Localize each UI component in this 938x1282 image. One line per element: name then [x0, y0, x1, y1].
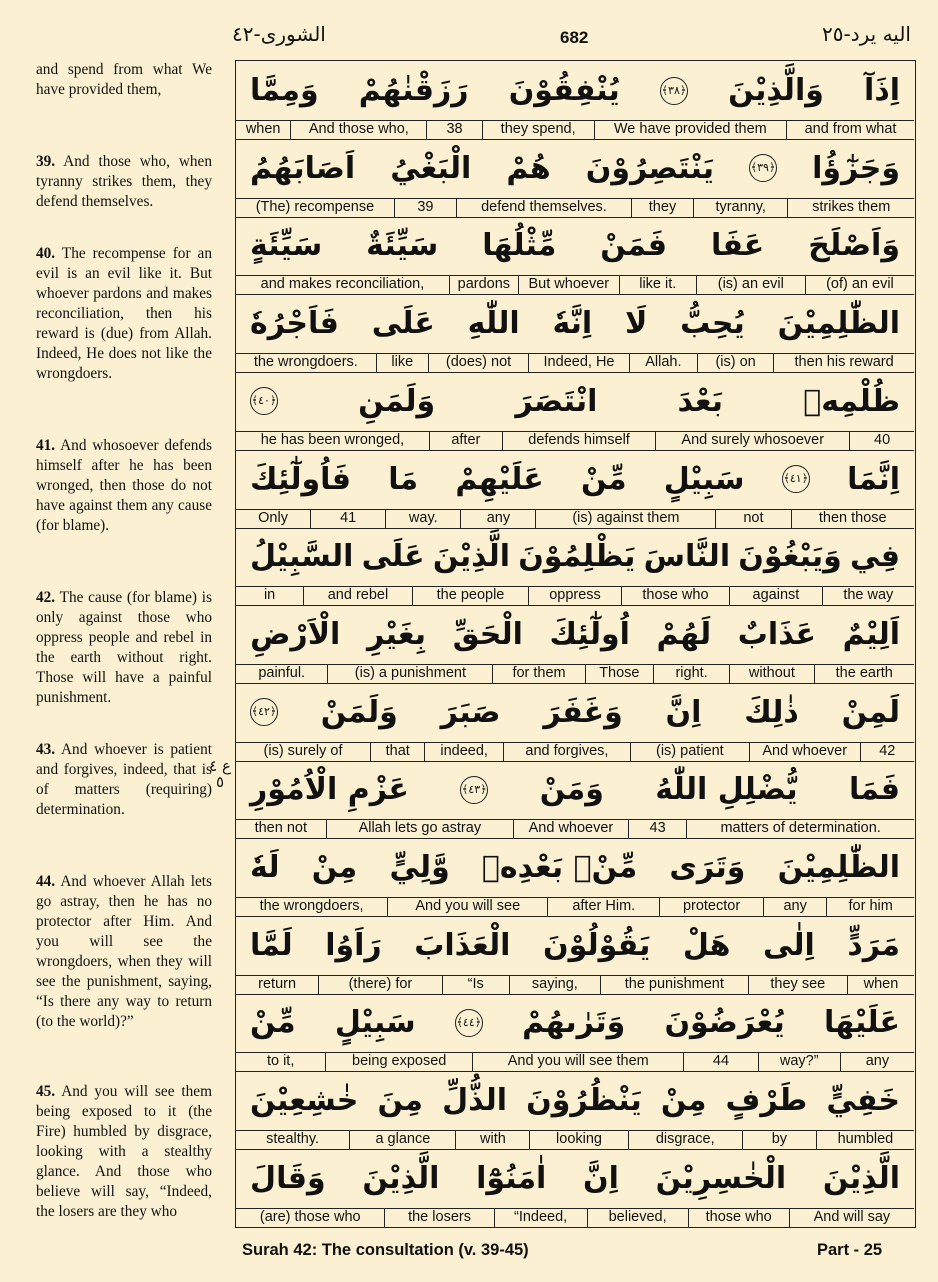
page-number: 682: [560, 28, 589, 47]
arabic-line: [236, 760, 914, 819]
arabic-word: طَرْفٍ: [725, 1083, 808, 1119]
english-line: [236, 1208, 914, 1227]
commentary-text: And those who, when tyranny strikes them, they defend themselves.: [36, 153, 212, 210]
ayah-marker: ﴿٤٤﴾: [455, 1009, 483, 1037]
arabic-line: [236, 527, 914, 586]
arabic-word: الَّذِيْنَ: [432, 539, 510, 575]
english-line: [236, 120, 914, 139]
english-gloss: then his reward: [773, 354, 914, 372]
arabic-word: وَجَزٰٓؤُا: [812, 150, 900, 186]
verse-row: [236, 216, 914, 295]
english-gloss: the way: [822, 587, 914, 605]
english-gloss: and forgives,: [503, 743, 630, 761]
english-line: [236, 1052, 914, 1071]
english-line: [236, 586, 914, 605]
arabic-word: عَلَى: [371, 306, 435, 342]
english-gloss: 40: [849, 432, 914, 450]
english-gloss: then not: [254, 820, 307, 837]
english-gloss: against: [729, 587, 821, 605]
arabic-word: هُمْ: [506, 150, 551, 186]
english-line: [236, 431, 914, 450]
english-gloss: And you will see: [387, 898, 547, 916]
arabic-word: لَمَّا: [250, 927, 293, 963]
arabic-word: فَمَا: [848, 772, 900, 808]
english-gloss: way?”: [758, 1053, 840, 1071]
english-gloss: And you will see them: [472, 1053, 683, 1071]
arabic-word: لَا: [625, 306, 648, 342]
arabic-word: خَفِيٍّ: [826, 1083, 900, 1119]
verse-row: [236, 1149, 914, 1228]
arabic-word: لَهٗ: [250, 850, 280, 885]
arabic-word: اِنَّ: [583, 1160, 619, 1196]
english-gloss: any: [763, 898, 826, 916]
english-gloss: any: [840, 1053, 914, 1071]
arabic-word: عَذَابٌ: [737, 616, 817, 652]
arabic-line: [236, 838, 914, 897]
english-gloss: 39: [394, 199, 456, 217]
arabic-word: وَغَفَرَ: [543, 694, 623, 730]
arabic-word: الذُّلِّ: [442, 1083, 508, 1119]
commentary-text: And whoever Allah lets go astray, then he has no protector after Him. And you will see the wrongdoers, when they will see the punishment, saying, “Is there any way to return (to the world)?”: [36, 873, 212, 1030]
arabic-word: مِّثْلُهَا: [482, 228, 557, 264]
english-gloss: But whoever: [518, 276, 619, 294]
arabic-word: وَمِمَّا: [250, 73, 319, 108]
arabic-word: رَاَوُا: [325, 927, 382, 963]
arabic-word: يُنْفِقُوْنَ: [508, 73, 620, 108]
english-gloss: looking: [529, 1131, 627, 1149]
english-gloss: oppress: [528, 587, 620, 605]
english-gloss: And those who,: [290, 121, 426, 139]
verse-row: [236, 61, 914, 140]
arabic-word: يَنْتَصِرُوْنَ: [585, 150, 714, 186]
commentary-text: And whoever is patient and forgives, indeed, that is of matters (requiring) determination.: [36, 741, 212, 818]
arabic-word: الْخٰسِرِيْنَ: [655, 1160, 787, 1196]
english-gloss: the earth: [814, 665, 914, 683]
verse-row: [236, 838, 914, 917]
header-part-arabic: اليه يرد-٢٥: [822, 22, 911, 46]
verse-number: 39.: [36, 153, 56, 170]
english-gloss: “Indeed,: [494, 1209, 587, 1227]
english-gloss: 41: [310, 510, 385, 528]
english-gloss: a glance: [349, 1131, 455, 1149]
english-gloss: strikes them: [787, 199, 914, 217]
arabic-word: ذٰلِكَ: [744, 694, 799, 730]
arabic-word: وَتَرٰىهُمْ: [522, 1005, 626, 1041]
english-gloss: pardons: [449, 276, 518, 294]
arabic-word: الَّذِيْنَ: [822, 1160, 900, 1196]
english-gloss: humbled: [816, 1131, 914, 1149]
english-gloss: like: [376, 354, 428, 372]
arabic-word: بَعْدَ: [677, 383, 724, 419]
verse-row: [236, 527, 914, 606]
english-gloss: in: [263, 587, 276, 604]
arabic-line: [236, 216, 914, 275]
arabic-word: يَنْظُرُوْنَ: [526, 1083, 642, 1119]
arabic-line: [236, 605, 914, 664]
english-gloss: (is) surely of: [263, 742, 343, 759]
english-gloss: And surely whosoever: [655, 432, 849, 450]
arabic-line: [236, 61, 914, 120]
english-gloss: Indeed, He: [528, 354, 628, 372]
commentary-paragraph: [36, 244, 212, 384]
commentary-paragraph: [36, 152, 212, 212]
arabic-word: يُعْرَضُوْنَ: [664, 1005, 785, 1041]
ayah-marker: ﴿٤٣﴾: [460, 776, 488, 804]
english-gloss: (is) a punishment: [327, 665, 492, 683]
english-gloss: “Is: [442, 976, 509, 994]
arabic-word: اَلِيْمٌ: [842, 616, 900, 652]
english-gloss: (The) recompense: [255, 198, 375, 215]
arabic-word: اِذَآ: [864, 73, 900, 108]
english-gloss: believed,: [587, 1209, 688, 1227]
arabic-word: الْعَذَابَ: [414, 927, 511, 963]
arabic-word: يَظْلِمُوْنَ: [518, 539, 636, 575]
arabic-word: السَّبِيْلُ: [250, 539, 354, 575]
arabic-word: عَزْمِ الْاُمُوْرِ: [250, 772, 409, 808]
english-line: [236, 819, 914, 838]
arabic-word: اِنَّمَا: [847, 461, 900, 497]
english-gloss: 38: [426, 121, 481, 139]
english-gloss: the wrongdoers.: [253, 354, 358, 371]
arabic-line: [236, 294, 914, 353]
arabic-word: الظّٰلِمِيْنَ: [777, 850, 900, 885]
arabic-word: عَفَا: [710, 228, 765, 264]
english-gloss: and makes reconciliation,: [260, 276, 425, 293]
english-gloss: (is) patient: [630, 743, 749, 761]
english-gloss: those who: [621, 587, 730, 605]
arabic-line: [236, 683, 914, 742]
english-gloss: when: [847, 976, 914, 994]
arabic-word: مِنَ: [377, 1083, 424, 1119]
commentary-paragraph: [36, 872, 212, 1032]
arabic-word: مَا: [388, 461, 419, 497]
commentary-text: And whosoever defends himself after he has been wronged, then those do not have against them any cause (for blame).: [36, 437, 212, 534]
english-gloss: Those: [585, 665, 653, 683]
verse-row: [236, 605, 914, 684]
verse-row: [236, 683, 914, 762]
arabic-word: النَّاسَ: [643, 539, 731, 575]
arabic-word: عَلَى: [361, 539, 425, 575]
arabic-word: وَقَالَ: [250, 1160, 326, 1196]
english-gloss: And whoever: [749, 743, 860, 761]
verse-number: 43.: [36, 741, 56, 758]
arabic-word: فَمَنْ: [600, 228, 668, 264]
arabic-word: اللّٰهِ: [467, 306, 520, 342]
commentary-paragraph: [36, 60, 212, 100]
footer-part: Part - 25: [817, 1241, 883, 1259]
arabic-word: مِنْ: [311, 850, 358, 885]
arabic-word: لَهُمْ: [656, 616, 712, 652]
english-gloss: with: [455, 1131, 529, 1149]
english-gloss: they: [631, 199, 693, 217]
english-gloss: right.: [653, 665, 729, 683]
english-gloss: and rebel: [303, 587, 412, 605]
english-gloss: after Him.: [547, 898, 659, 916]
arabic-word: يُحِبُّ: [680, 306, 745, 342]
arabic-word: سَبِيْلٍ: [334, 1005, 416, 1041]
english-gloss: those who: [688, 1209, 789, 1227]
english-gloss: Only: [258, 509, 288, 526]
english-gloss: disgrace,: [628, 1131, 742, 1149]
arabic-word: هَلْ: [682, 927, 731, 963]
arabic-word: فَاَجْرُهٗ: [250, 306, 339, 342]
english-line: [236, 353, 914, 372]
arabic-word: الظّٰلِمِيْنَ: [777, 306, 900, 342]
verse-number: 41.: [36, 437, 56, 454]
english-gloss: (of) an evil: [805, 276, 914, 294]
english-gloss: return: [258, 975, 297, 992]
commentary-paragraph: [36, 436, 212, 536]
english-line: [236, 198, 914, 217]
english-gloss: they see: [748, 976, 847, 994]
english-gloss: any: [460, 510, 535, 528]
english-gloss: (is) on: [697, 354, 773, 372]
verse-row: [236, 916, 914, 995]
verse-row: [236, 993, 914, 1072]
arabic-word: رَزَقْنٰهُمْ: [358, 73, 469, 108]
english-gloss: (is) against them: [535, 510, 715, 528]
english-gloss: then those: [791, 510, 915, 528]
arabic-word: صَبَرَ: [440, 694, 501, 730]
english-gloss: Allah.: [629, 354, 697, 372]
english-gloss: without: [729, 665, 813, 683]
ayah-marker: ﴿٤٠﴾: [250, 387, 278, 415]
commentary-paragraph: [36, 740, 212, 820]
verse-row: [236, 294, 914, 373]
word-by-word-grid: [235, 60, 916, 1228]
arabic-line: [236, 1149, 914, 1208]
arabic-word: اَصَابَهُمُ: [250, 150, 356, 186]
english-gloss: painful.: [258, 664, 306, 681]
english-gloss: that: [370, 743, 424, 761]
arabic-word: اٰمَنُوْٓا: [476, 1160, 547, 1196]
english-gloss: defend themselves.: [456, 199, 631, 217]
arabic-word: مِنْ: [660, 1083, 707, 1119]
arabic-word: وَتَرَى: [669, 850, 746, 885]
ayah-marker: ﴿٣٨﴾: [660, 77, 688, 105]
arabic-line: [236, 372, 914, 431]
english-gloss: And whoever: [513, 820, 628, 838]
english-gloss: to it,: [266, 1053, 295, 1070]
english-gloss: the punishment: [600, 976, 748, 994]
arabic-line: [236, 993, 914, 1052]
commentary-paragraph: [36, 588, 212, 708]
arabic-word: مَرَدٍّ: [847, 927, 900, 963]
arabic-word: فَاُولٰٓئِكَ: [250, 461, 352, 497]
english-gloss: (does) not: [428, 354, 528, 372]
arabic-word: سَيِّئَةٌ: [366, 228, 439, 264]
verse-row: [236, 139, 914, 218]
arabic-word: الْحَقِّ: [452, 616, 523, 652]
verse-row: [236, 450, 914, 529]
english-gloss: and from what: [786, 121, 914, 139]
verse-row: [236, 1071, 914, 1150]
english-gloss: stealthy.: [266, 1131, 320, 1148]
english-gloss: after: [429, 432, 502, 450]
english-gloss: being exposed: [325, 1053, 472, 1071]
english-gloss: the people: [412, 587, 529, 605]
arabic-word: مِّنْ: [580, 461, 627, 497]
arabic-word: مِّنْۢ بَعْدِهٖ: [481, 850, 638, 885]
commentary-text: and spend from what We have provided them,: [36, 61, 212, 98]
english-gloss: We have provided them: [594, 121, 786, 139]
arabic-word: سَبِيْلٍ: [663, 461, 745, 497]
ruku-mark: ع ٤ ٥: [209, 757, 231, 791]
english-line: [236, 509, 914, 528]
arabic-word: عَلَيْهَا: [823, 1005, 900, 1041]
english-gloss: And will say: [789, 1209, 914, 1227]
english-gloss: defends himself: [502, 432, 656, 450]
arabic-line: [236, 139, 914, 198]
arabic-word: ظُلْمِهٖ: [803, 383, 900, 419]
english-line: [236, 275, 914, 294]
english-gloss: he has been wronged,: [260, 431, 405, 448]
arabic-word: الْاَرْضِ: [250, 616, 341, 652]
arabic-word: وَالَّذِيْنَ: [728, 73, 824, 108]
arabic-word: لَمِنْ: [841, 694, 900, 730]
arabic-word: عَلَيْهِمْ: [455, 461, 544, 497]
english-gloss: the wrongdoers,: [259, 898, 364, 914]
arabic-word: وَلَمَنْ: [320, 694, 398, 730]
arabic-word: وَلَمَنِ: [358, 383, 436, 419]
ayah-marker: ﴿٣٩﴾: [749, 154, 777, 182]
english-gloss: (are) those who: [259, 1208, 361, 1225]
english-gloss: protector: [659, 898, 763, 916]
english-gloss: the losers: [384, 1209, 493, 1227]
arabic-line: [236, 916, 914, 975]
english-gloss: they spend,: [482, 121, 594, 139]
english-gloss: 44: [683, 1053, 757, 1071]
arabic-word: الَّذِيْنَ: [362, 1160, 440, 1196]
arabic-word: بِغَيْرِ: [366, 616, 427, 652]
arabic-word: مِّنْ: [250, 1005, 296, 1041]
english-gloss: by: [742, 1131, 816, 1149]
english-gloss: for them: [492, 665, 584, 683]
verse-row: [236, 372, 914, 451]
english-line: [236, 664, 914, 683]
english-gloss: when: [245, 121, 281, 137]
arabic-word: الْبَغْيُ: [390, 150, 472, 186]
arabic-word: انْتَصَرَ: [515, 383, 598, 419]
arabic-word: اِلٰى: [762, 927, 815, 963]
verse-number: 45.: [36, 1083, 56, 1100]
arabic-word: اُولٰٓئِكَ: [549, 616, 630, 652]
arabic-word: وَاَصْلَحَ: [808, 228, 900, 264]
english-gloss: saying,: [509, 976, 600, 994]
english-gloss: for him: [826, 898, 914, 916]
english-gloss: like it.: [619, 276, 696, 294]
commentary-text: The cause (for blame) is only against those who oppress people and rebel in the earth without right. Those will have a painful punishment.: [36, 589, 212, 706]
arabic-word: سَيِّئَةٍ: [250, 228, 323, 264]
english-gloss: indeed,: [424, 743, 503, 761]
verse-number: 44.: [36, 873, 56, 890]
arabic-word: فِي: [850, 539, 900, 575]
english-gloss: (is) an evil: [696, 276, 805, 294]
arabic-word: اِنَّهٗ: [552, 306, 593, 342]
arabic-word: يَقُوْلُوْنَ: [542, 927, 651, 963]
ayah-marker: ﴿٤١﴾: [782, 465, 810, 493]
english-line: [236, 1130, 914, 1149]
english-gloss: not: [715, 510, 790, 528]
english-gloss: matters of determination.: [686, 820, 914, 838]
verse-row: [236, 760, 914, 839]
commentary-paragraph: [36, 1082, 212, 1222]
english-gloss: Allah lets go astray: [326, 820, 513, 838]
verse-number: 40.: [36, 245, 56, 262]
english-gloss: (there) for: [318, 976, 442, 994]
arabic-word: وَمَنْ: [539, 772, 604, 808]
english-line: [236, 975, 914, 994]
english-gloss: way.: [385, 510, 460, 528]
arabic-word: خٰشِعِيْنَ: [250, 1083, 359, 1119]
english-gloss: tyranny,: [693, 199, 787, 217]
english-gloss: 43: [628, 820, 686, 838]
commentary-text: The recompense for an evil is an evil like it. But whoever pardons and makes reconciliation, then his reward is (due) from Allah. Indeed, He does not like the wrongdoers.: [36, 245, 212, 382]
arabic-word: وَّلِيٍّ: [389, 850, 450, 885]
footer-surah-title: Surah 42: The consultation (v. 39-45): [242, 1241, 529, 1259]
english-line: [236, 742, 914, 761]
arabic-line: [236, 1071, 914, 1130]
verse-number: 42.: [36, 589, 56, 606]
header-surah-arabic: الشورى-٤٢: [232, 22, 326, 46]
arabic-line: [236, 450, 914, 509]
arabic-word: يُّضْلِلِ اللّٰهُ: [655, 772, 798, 808]
commentary-text: And you will see them being exposed to it (the Fire) humbled by disgrace, looking with a stealthy glance. And those who believe will say, “Indeed, the losers are they who: [36, 1083, 212, 1220]
arabic-word: وَيَبْغُوْنَ: [738, 539, 842, 575]
english-gloss: 42: [860, 743, 914, 761]
arabic-word: اِنَّ: [665, 694, 702, 730]
ayah-marker: ﴿٤٢﴾: [250, 698, 278, 726]
english-line: [236, 897, 914, 916]
